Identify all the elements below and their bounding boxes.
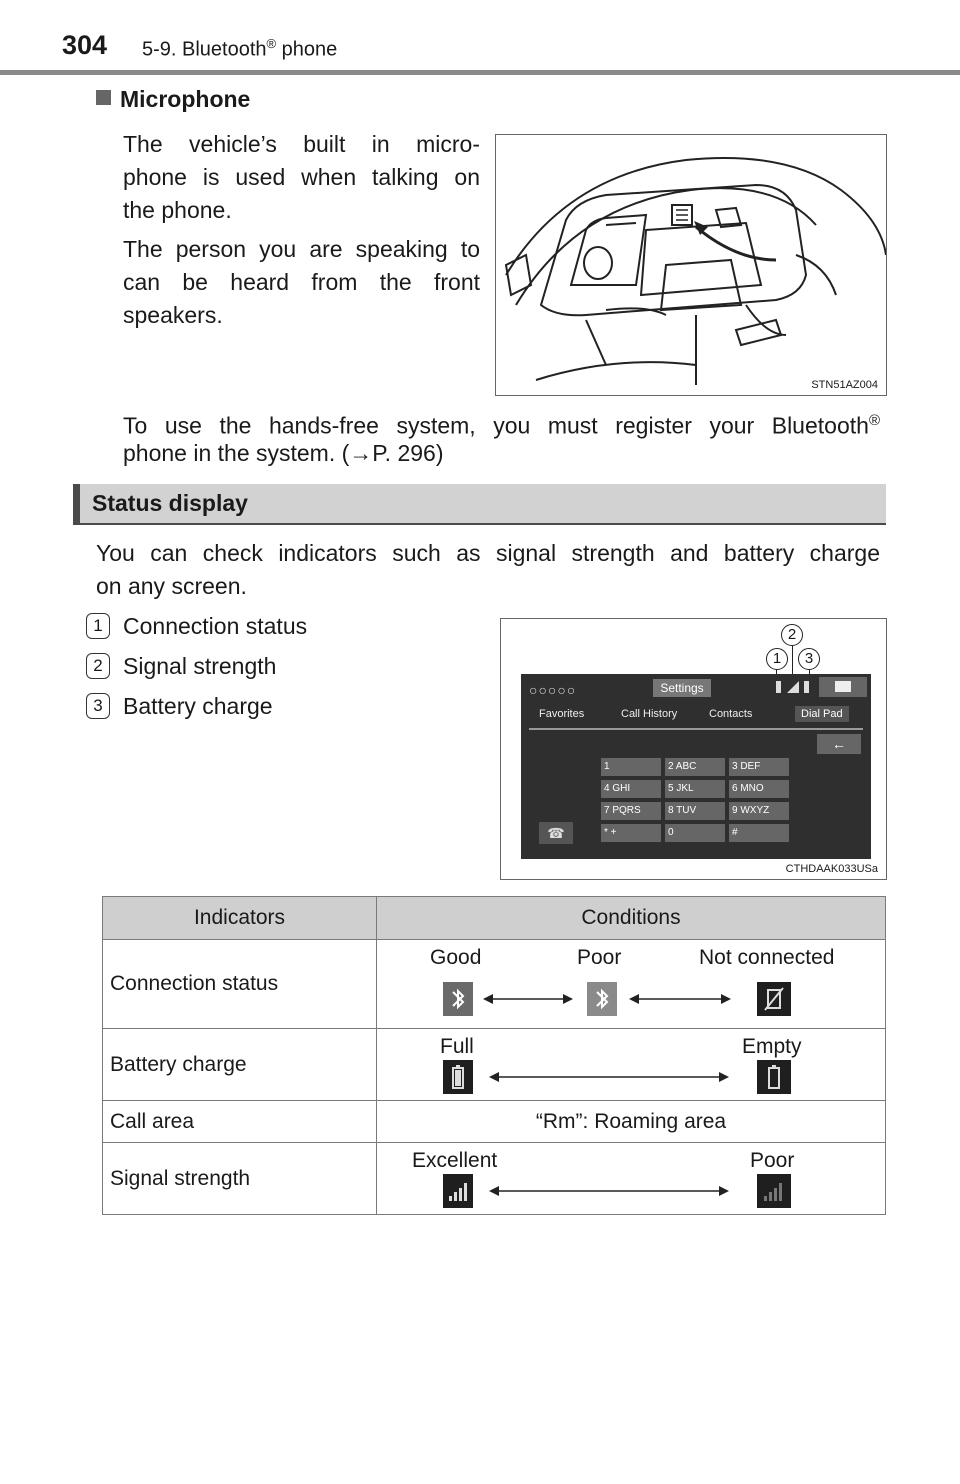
row-label: Battery charge	[103, 1029, 377, 1101]
dial-key[interactable]: 6 MNO	[729, 780, 789, 798]
table-row	[103, 940, 886, 1029]
page-number: 304	[62, 30, 108, 60]
dial-key[interactable]: #	[729, 824, 789, 842]
figure-code: STN51AZ004	[811, 379, 878, 391]
row-conditions	[377, 1029, 886, 1101]
status-intro-line: on any screen.	[96, 573, 247, 599]
table-row	[103, 1029, 886, 1101]
dial-key[interactable]: 0	[665, 824, 725, 842]
dial-key[interactable]: 2 ABC	[665, 758, 725, 776]
phone-icon[interactable]: ☎	[539, 822, 573, 844]
tab-row	[529, 704, 859, 726]
table-header-row	[103, 897, 886, 940]
mic-text-line: The vehicle’s built in micro-	[123, 131, 480, 157]
mic-text-line: the phone.	[123, 197, 232, 223]
signal-bars-icon	[443, 1174, 473, 1208]
mic-text-line: speakers.	[123, 302, 223, 328]
table-row	[103, 1101, 886, 1143]
condition-label: Not connected	[699, 946, 835, 969]
tab-dial-pad[interactable]: Dial Pad	[795, 706, 849, 722]
mic-text-line: The person you are speaking to	[123, 236, 480, 262]
screen-figure	[500, 618, 887, 880]
list-item-label: Connection status	[123, 613, 308, 639]
navi-screen	[521, 674, 871, 859]
dial-key[interactable]: 3 DEF	[729, 758, 789, 776]
row-label: Call area	[103, 1101, 377, 1143]
callout-number: 2	[781, 624, 803, 646]
double-arrow-icon	[489, 1183, 729, 1199]
bluetooth-icon	[587, 982, 617, 1016]
status-display-rule	[73, 523, 886, 525]
dial-key[interactable]: * +	[601, 824, 661, 842]
condition-label: Full	[440, 1035, 474, 1058]
section-suffix: phone	[276, 38, 338, 61]
condition-label: Poor	[750, 1149, 795, 1172]
row-label: Signal strength	[103, 1143, 377, 1215]
register-text-part: To use the hands-free system, you must register your Bluetooth	[123, 412, 869, 439]
battery-charge-icon	[804, 681, 809, 693]
dial-key[interactable]: 4 GHI	[601, 780, 661, 798]
row-conditions	[377, 940, 886, 1029]
dial-key[interactable]: 7 PQRS	[601, 802, 661, 820]
list-number-badge: 2	[86, 653, 110, 679]
section-title	[142, 36, 337, 62]
row-conditions: “Rm”: Roaming area	[377, 1101, 886, 1143]
tab-contacts[interactable]: Contacts	[709, 708, 753, 720]
bluetooth-icon	[443, 982, 473, 1016]
callout-number: 1	[766, 648, 788, 670]
condition-label: Poor	[577, 946, 622, 969]
row-label: Connection status	[103, 940, 377, 1029]
list-item-label: Battery charge	[123, 693, 273, 719]
mic-text-line: can be heard from the front	[123, 269, 480, 295]
microphone-heading	[96, 86, 250, 113]
figure-code: CTHDAAK033USa	[785, 863, 878, 875]
column-header-conditions: Conditions	[377, 897, 886, 940]
list-number-badge: 3	[86, 693, 110, 719]
dial-key[interactable]: 1	[601, 758, 661, 776]
no-connection-icon	[757, 982, 791, 1016]
tab-call-history[interactable]: Call History	[621, 708, 678, 720]
battery-icon	[443, 1060, 473, 1094]
microphone-heading-text: Microphone	[120, 86, 251, 112]
mail-icon	[835, 681, 851, 692]
status-display-heading: Status display	[92, 490, 248, 516]
register-text-line: phone in the system. (→P. 296)	[123, 440, 444, 466]
status-intro-line: You can check indicators such as signal strength and battery charge	[96, 540, 880, 566]
double-arrow-icon	[489, 1069, 729, 1085]
dial-keypad	[601, 758, 791, 842]
callout-number: 3	[798, 648, 820, 670]
signal-dots: ○○○○○	[529, 682, 577, 698]
row-conditions	[377, 1143, 886, 1215]
settings-button[interactable]: Settings	[653, 679, 711, 697]
indicators-table	[102, 896, 886, 1215]
signal-bars-icon	[757, 1174, 791, 1208]
double-arrow-icon	[629, 991, 731, 1007]
mail-button[interactable]	[819, 677, 867, 697]
list-number-badge: 1	[86, 613, 110, 639]
list-item-label: Signal strength	[123, 653, 277, 679]
condition-label: Excellent	[412, 1149, 498, 1172]
registered-mark: ®	[868, 412, 880, 429]
condition-label: Empty	[742, 1035, 802, 1058]
dial-key[interactable]: 9 WXYZ	[729, 802, 789, 820]
section-prefix: 5-9. Bluetooth	[142, 38, 267, 61]
bullet-square-icon	[96, 90, 111, 105]
tab-favorites[interactable]: Favorites	[539, 708, 585, 720]
dial-key[interactable]: 5 JKL	[665, 780, 725, 798]
connection-status-icon	[776, 681, 781, 693]
battery-icon	[757, 1060, 791, 1094]
double-arrow-icon	[483, 991, 573, 1007]
dial-key[interactable]: 8 TUV	[665, 802, 725, 820]
signal-strength-icon	[787, 681, 799, 693]
table-row	[103, 1143, 886, 1215]
backspace-button[interactable]: ←	[817, 734, 861, 754]
condition-label: Good	[430, 946, 482, 969]
registered-mark: ®	[266, 36, 277, 51]
mic-text-line: phone is used when talking on	[123, 164, 480, 190]
column-header-indicators: Indicators	[103, 897, 377, 940]
overhead-console-illustration	[496, 135, 886, 395]
header-rule	[0, 70, 960, 75]
microphone-figure	[495, 134, 887, 396]
